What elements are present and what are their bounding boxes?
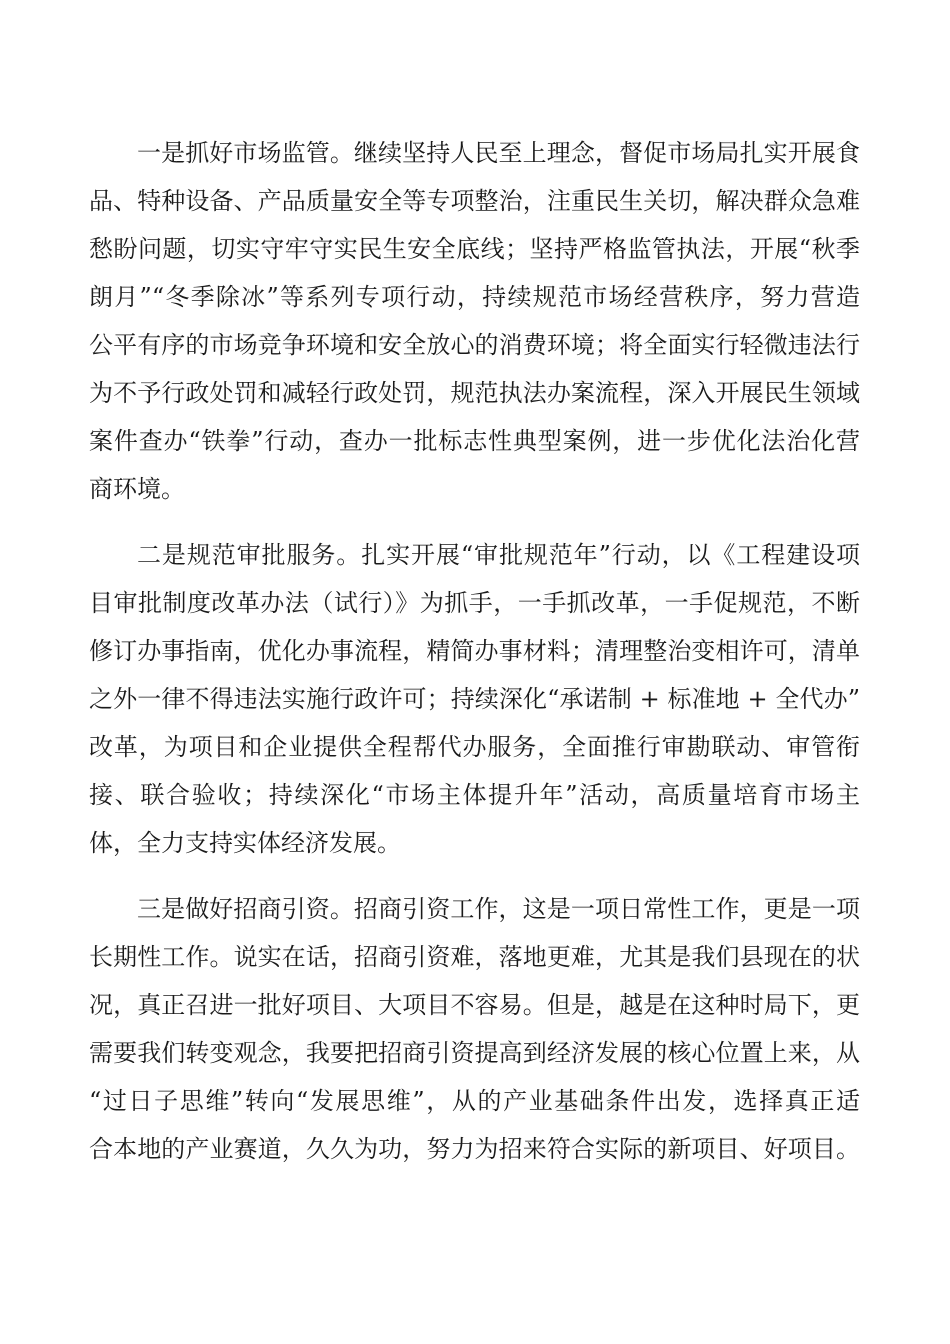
paragraph-1-line-2: 品、特种设备、产品质量安全等专项整治，注重民生关切，解决群众急难	[89, 187, 860, 215]
paragraph-2-line-2: 目审批制度改革办法（试行）》为抓手，一手抓改革，一手促规范，不断	[89, 589, 860, 617]
paragraph-1-line-5: 公平有序的市场竞争环境和安全放心的消费环境；将全面实行轻微违法行	[89, 331, 860, 359]
paragraph-1-line-1: 一是抓好市场监管。继续坚持人民至上理念，督促市场局扎实开展食	[137, 139, 860, 167]
paragraph-3-line-4: 需要我们转变观念，我要把招商引资提高到经济发展的核心位置上来，从	[89, 1039, 860, 1067]
paragraph-1-line-6: 为不予行政处罚和减轻行政处罚，规范执法办案流程，深入开展民生领域	[89, 379, 860, 407]
paragraph-3-line-2: 长期性工作。说实在话，招商引资难，落地更难，尤其是我们县现在的状	[89, 943, 860, 971]
paragraph-2-line-6: 接、联合验收；持续深化“市场主体提升年”活动，高质量培育市场主	[89, 781, 860, 809]
paragraph-1-line-7: 案件查办“铁拳”行动，查办一批标志性典型案例，进一步优化法治化营	[89, 427, 860, 455]
paragraph-3-line-6: 合本地的产业赛道，久久为功，努力为招来符合实际的新项目、好项目。	[89, 1135, 860, 1163]
paragraph-2-line-1: 二是规范审批服务。扎实开展“审批规范年”行动，以《工程建设项	[137, 541, 860, 569]
paragraph-3-line-5: “过日子思维”转向“发展思维”，从的产业基础条件出发，选择真正适	[89, 1087, 860, 1115]
paragraph-2-line-7: 体，全力支持实体经济发展。	[89, 829, 401, 857]
paragraph-2-line-5: 改革，为项目和企业提供全程帮代办服务，全面推行审勘联动、审管衔	[89, 733, 860, 761]
paragraph-2-line-4: 之外一律不得违法实施行政许可；持续深化“承诺制 + 标准地 + 全代办”	[89, 685, 860, 713]
paragraph-3-line-1: 三是做好招商引资。招商引资工作，这是一项日常性工作，更是一项	[137, 895, 860, 923]
paragraph-2-line-3: 修订办事指南，优化办事流程，精简办事材料；清理整治变相许可，清单	[89, 637, 860, 665]
paragraph-1-line-8: 商环境。	[89, 475, 185, 503]
paragraph-1-line-3: 愁盼问题，切实守牢守实民生安全底线；坚持严格监管执法，开展“秋季	[89, 235, 860, 263]
paragraph-3-line-3: 况，真正召进一批好项目、大项目不容易。但是，越是在这种时局下，更	[89, 991, 860, 1019]
paragraph-1-line-4: 朗月”“冬季除冰”等系列专项行动，持续规范市场经营秩序，努力营造	[89, 283, 860, 311]
